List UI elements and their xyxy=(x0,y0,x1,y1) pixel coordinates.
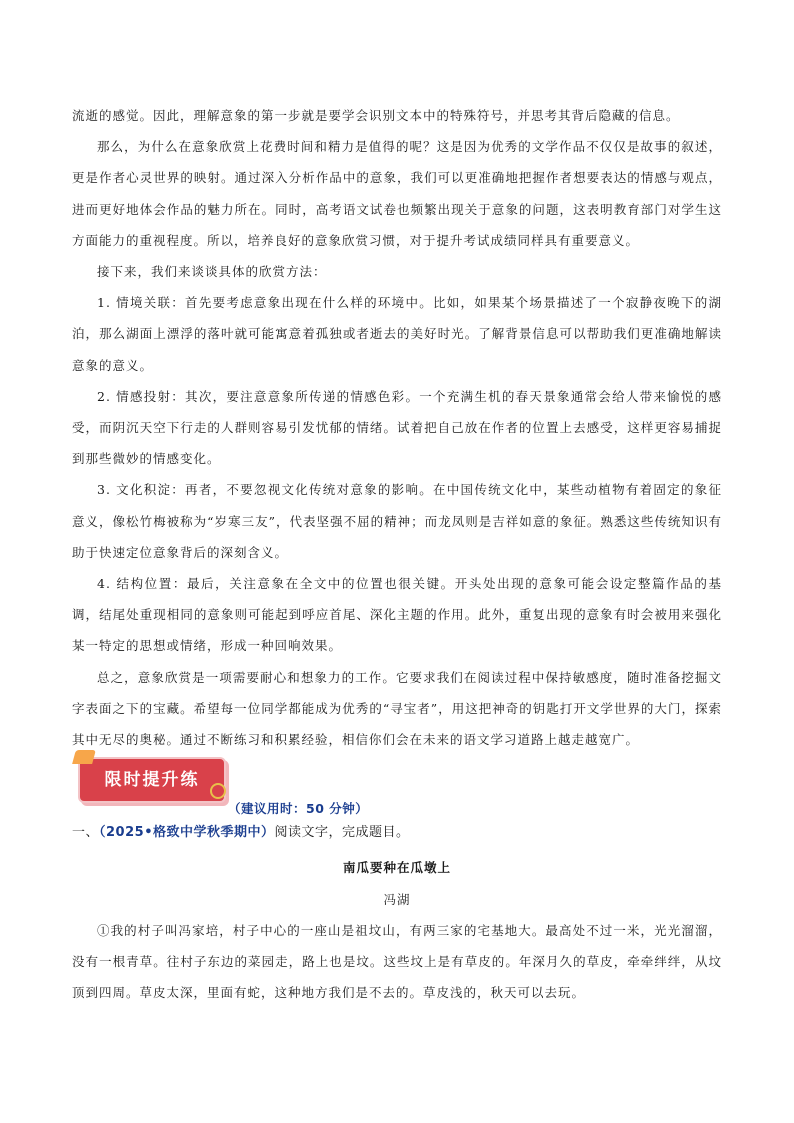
method-culture: 3. 文化积淀：再者，不要忽视文化传统对意象的影响。在中国传统文化中，某些动植物有着固定的象征意义，像松竹梅被称为“岁寒三友”，代表坚强不屈的精神；而龙凤则是吉祥如意的象征。熟悉这些传统知识有助于快速定位意象背后的深刻含义。 xyxy=(72,482,722,560)
banner-badge xyxy=(78,757,226,803)
paragraph-methods-intro: 接下来，我们来谈谈具体的欣赏方法： xyxy=(97,264,327,280)
question-header xyxy=(72,817,722,848)
section-banner xyxy=(72,755,722,817)
story-author: 冯湖 xyxy=(383,891,411,907)
method-context: 1. 情境关联：首先要考虑意象出现在什么样的环境中。比如，如果某个场景描述了一个寂静夜晚下的湖泊，那么湖面上漂浮的落叶就可能寓意着孤独或者逝去的美好时光。了解背景信息可以帮助我们更准确地解读意象的意义。 xyxy=(72,295,722,373)
method-emotion: 2. 情感投射：其次，要注意意象所传递的情感色彩。一个充满生机的春天景象通常会给人带来愉悦的感受，而阴沉天空下行走的人群则容易引发忧郁的情绪。试着把自己放在作者的位置上去感受，这样更容易捕捉到那些微妙的情感变化。 xyxy=(72,388,722,467)
suggested-time: （建议用时：50 分钟） xyxy=(228,801,369,817)
story-paragraph-1: ①我的村子叫冯家培，村子中心的一座山是祖坟山，有两三家的宅基地大。最高处不过一米，光光溜溜，没有一根青草。往村子东边的菜园走，路上也是坟。这些坟上是有草皮的。年深月久的草皮，牵牵绊绊，从坟顶到四周。草皮太深，里面有蛇，这种地方我们是不去的。草皮浅的，秋天可以去玩。 xyxy=(72,922,722,1001)
banner-label: 限时提升练 xyxy=(104,770,200,791)
paragraph-continued: 流逝的感觉。因此，理解意象的第一步就是要学会识别文本中的特殊符号，并思考其背后隐藏的信息。 xyxy=(72,108,680,123)
paragraph-why-imagery: 那么，为什么在意象欣赏上花费时间和精力是值得的呢？这是因为优秀的文学作品不仅仅是故事的叙述，更是作者心灵世界的映射。通过深入分析作品中的意象，我们可以更准确地把握作者想要表达的情感与观点，进而更好地体会作品的魅力所在。同时，高考语文试卷也频繁出现关于意象的问题，这表明教育部门对学生这方面能力的重视程度。所以，培养良好的意象欣赏习惯，对于提升考试成绩同样具有重要意义。 xyxy=(72,139,722,248)
question-number: 一、 xyxy=(72,825,100,841)
document-body xyxy=(72,100,722,1008)
question-instruction: 阅读文字，完成题目。 xyxy=(274,825,410,841)
story-title: 南瓜要种在瓜墩上 xyxy=(342,860,451,876)
question-source: （2025•格致中学秋季期中） xyxy=(99,825,275,841)
paragraph-summary: 总之，意象欣赏是一项需要耐心和想象力的工作。它要求我们在阅读过程中保持敏感度，随时准备挖掘文字表面之下的宝藏。希望每一位同学都能成为优秀的“寻宝者”，用这把神奇的钥匙打开文学世界的大门，探索其中无尽的奥秘。通过不断练习和积累经验，相信你们会在未来的语文学习道路上越走越宽广。 xyxy=(72,669,722,748)
method-structure: 4. 结构位置：最后，关注意象在全文中的位置也很关键。开头处出现的意象可能会设定整篇作品的基调，结尾处重现相同的意象则可能起到呼应首尾、深化主题的作用。此外，重复出现的意象有时会被用来强化某一特定的思想或情绪，形成一种回响效果。 xyxy=(72,576,722,654)
